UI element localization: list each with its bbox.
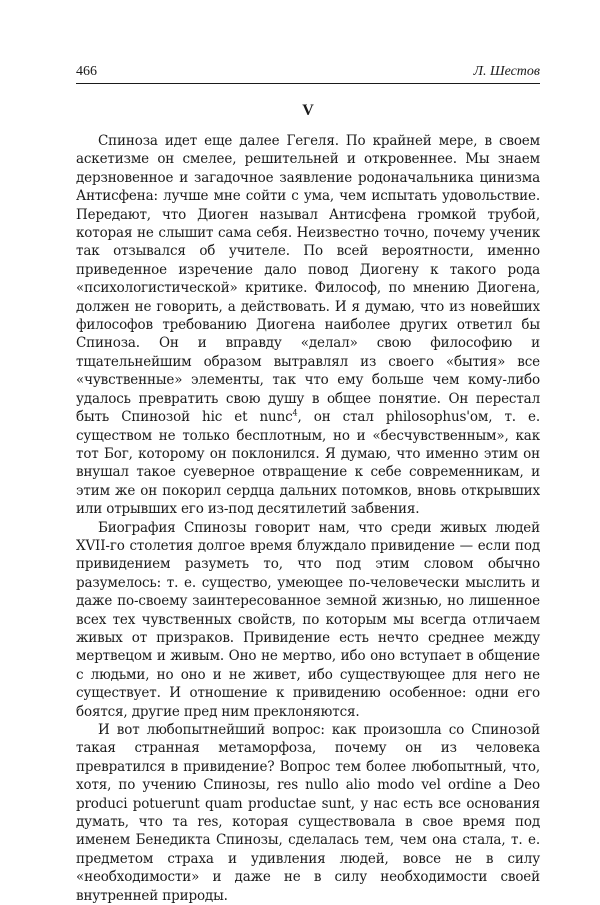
body-text (76, 132, 540, 905)
paragraph (76, 132, 540, 519)
paragraph-text-continued: , он стал philosophus'ом, т. е. существом не только бесплотным, но и «бесчувственным», как тот Бог, которому он поклонился. Я думаю, что именно этим он внушал такое суеверное отвращение к себе современникам, и этим же он покорил сердца дальних потомков, вновь открывших или отрывших его из-под десятилетий забвения. (76, 409, 540, 518)
paragraph: И вот любопытнейший вопрос: как произошла со Спинозой такая странная метаморфоза, почему он из человека превратился в привидение? Вопрос тем более любопытный, что, хотя, по учению Спинозы, res nullo alio modo vel ordine a Deo produci potuerunt quam productae sunt, у нас есть все основания думать, что та res, которая существовала в свое время под именем Бенедикта Спинозы, сделалась тем, чем она стала, т. е. предметом страха и удивления людей, вовсе не в силу «необходимости» и даже не в силу необходимости своей внутренней природы. (76, 722, 540, 904)
footnote-reference[interactable]: 4 (292, 408, 298, 418)
running-header (76, 64, 540, 84)
paragraph: Биография Спинозы говорит нам, что среди живых людей XVII-го столетия долгое время блуждало привидение — если под привидением разуметь то, что под этим словом обычно разумелось: т. е. существо, умеющее по-человечески мыслить и даже по-своему заинтересованное земной жизнью, но лишенное всех тех чувственных свойств, по которым мы всегда отличаем живых от призраков. Привидение есть нечто среднее между мертвецом и живым. Оно не мертво, ибо оно вступает в общение с людьми, но оно и не живет, ибо существующее для него не существует. И отношение к привидению особенное: одни его боятся, другие пред ним преклоняются. (76, 519, 540, 720)
chapter-number: V (302, 102, 314, 119)
page-number: 466 (76, 64, 97, 79)
running-author: Л. Шестов (473, 64, 540, 79)
paragraph-text: Спиноза идет еще далее Гегеля. По крайней мере, в своем аскетизме он смелее, решительней и откровеннее. Мы знаем дерзновенное и загадочное заявление родоначальника цинизма Антисфена: лучше мне сойти с ума, чем испытать удовольствие. Передают, что Диоген называл Антисфена громкой трубой, которая не слышит сама себя. Неизвестно точно, почему ученик так отзывался об учителе. По всей вероятности, именно приведенное изречение дало повод Диогену к такого рода «психологистической» критике. Философ, по мнению Диогена, должен не говорить, а действовать. И я думаю, что из новейших философов требованию Диогена наиболее других ответил бы Спиноза. Он и вправду «делал» свою философию и тщательнейшим образом вытравлял из своего «бытия» все «чувственные» элементы, так что ему больше чем кому-либо удалось превратить свою душу в общее понятие. Он перестал быть Спинозой hic et nunc (76, 133, 540, 426)
book-page (76, 64, 540, 905)
